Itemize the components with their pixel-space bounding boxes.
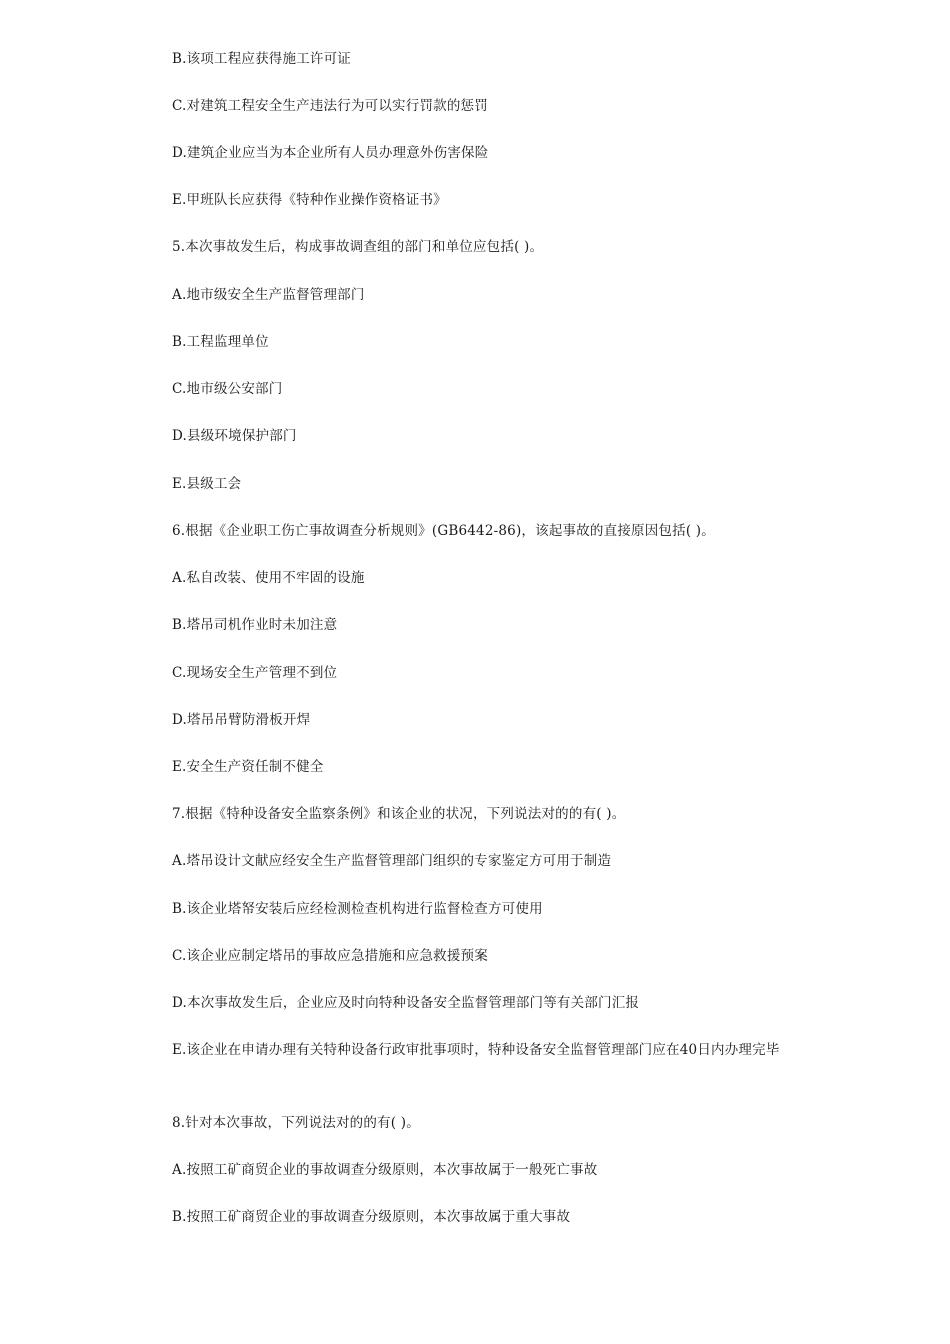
question-7: 7.根据《特种设备安全监察条例》和该企业的状况，下列说法对的的有( )。	[172, 806, 626, 822]
option-6a: A.私自改装、使用不牢固的设施	[172, 570, 365, 586]
option-7b: B.该企业塔帑安装后应经检测检查机构进行监督检查方可使用	[172, 901, 543, 917]
option-6e: E.安全生产资任制不健全	[172, 759, 324, 775]
option-7e: E.该企业在申请办理有关特种设备行政审批事项时，特种设备安全监督管理部门应在40日内办理完毕	[172, 1042, 780, 1058]
option-6d: D.塔吊吊臂防滑板开焊	[172, 712, 311, 728]
question-8: 8.针对本次事故，下列说法对的的有( )。	[172, 1115, 420, 1131]
option-7d: D.本次事故发生后，企业应及时向特种设备安全监督管理部门等有关部门汇报	[172, 995, 640, 1011]
option-8a: A.按照工矿商贸企业的事故调查分级原则，本次事故属于一般死亡事故	[172, 1162, 598, 1178]
question-6: 6.根据《企业职工伤亡事故调查分析规则》(GB6442-86)，该起事故的直接原因包括( )。	[172, 523, 715, 539]
option-5a: A.地市级安全生产监督管理部门	[172, 287, 365, 303]
option-6b: B.塔吊司机作业时未加注意	[172, 617, 338, 633]
option-5e: E.县级工会	[172, 476, 242, 492]
option-4e: E.甲班队长应获得《特种作业操作资格证书》	[172, 192, 447, 208]
option-4c: C.对建筑工程安全生产违法行为可以实行罚款的惩罚	[172, 98, 488, 114]
option-7c: C.该企业应制定塔吊的事故应急措施和应急救援预案	[172, 948, 488, 964]
option-4d: D.建筑企业应当为本企业所有人员办理意外伤害保险	[172, 145, 489, 161]
option-5c: C.地市级公安部门	[172, 381, 283, 397]
option-5b: B.工程监理单位	[172, 334, 269, 350]
option-5d: D.县级环境保护部门	[172, 428, 297, 444]
question-5: 5.本次事故发生后，构成事故调查组的部门和单位应包括( )。	[172, 239, 544, 255]
option-8b: B.按照工矿商贸企业的事故调查分级原则，本次事故属于重大事故	[172, 1209, 571, 1225]
option-4b: B.该项工程应获得施工许可证	[172, 51, 352, 67]
option-7a: A.塔吊设计文献应经安全生产监督管理部门组织的专家鉴定方可用于制造	[172, 853, 612, 869]
option-6c: C.现场安全生产管理不到位	[172, 665, 338, 681]
